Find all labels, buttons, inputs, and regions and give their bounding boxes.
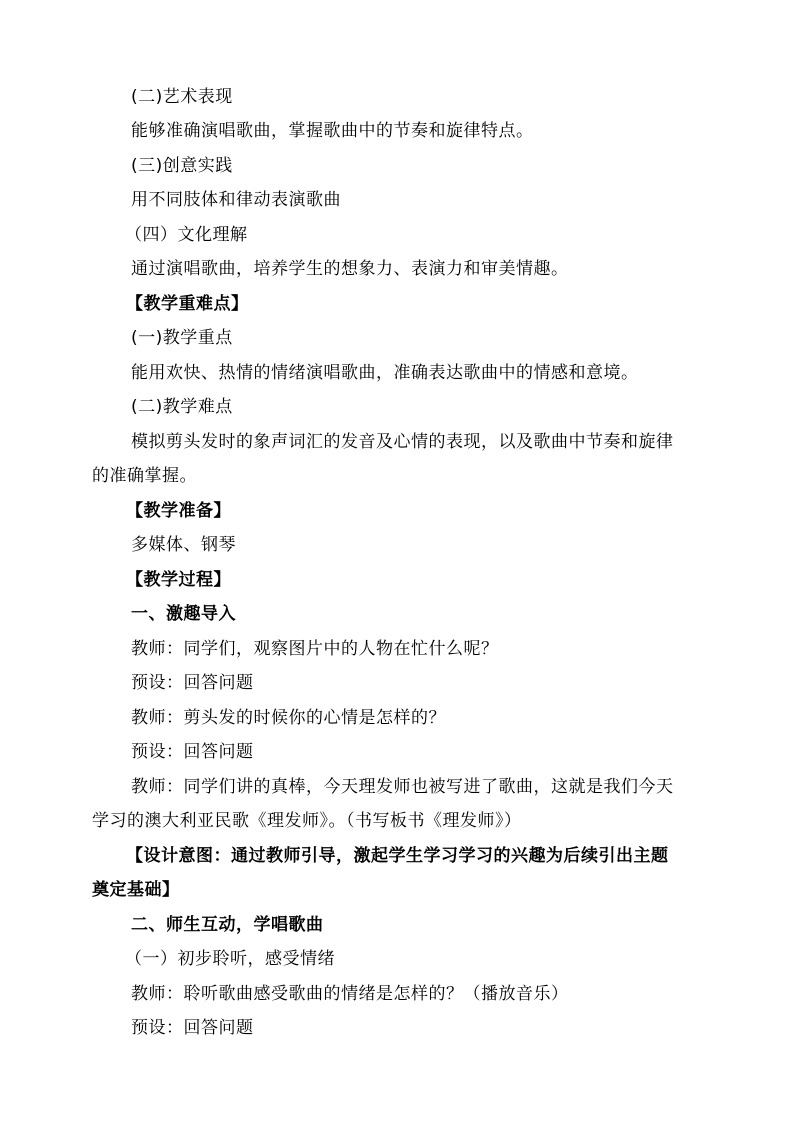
subheading-difficult-points: (二)教学难点: [131, 397, 233, 417]
subheading-creative-practice: (三)创意实践: [131, 156, 233, 176]
paragraph: 教师：同学们，观察图片中的人物在忙什么呢？: [131, 639, 499, 659]
paragraph: 教师：聆听歌曲感受歌曲的情绪是怎样的？（播放音乐）: [131, 984, 569, 1004]
paragraph: 教师：剪头发的时候你的心情是怎样的？: [131, 708, 446, 728]
paragraph: 模拟剪头发时的象声词汇的发音及心情的表现，以及歌曲中节奏和旋律: [131, 432, 674, 452]
paragraph: 能用欢快、热情的情绪演唱歌曲，准确表达歌曲中的情感和意境。: [131, 363, 639, 383]
subheading-first-listening: （一）初步聆听，感受情绪: [125, 949, 335, 969]
subheading-key-points: (一)教学重点: [131, 328, 233, 348]
section-heading-preparation: 【教学准备】: [126, 501, 231, 521]
subheading-culture-understanding: （四）文化理解: [125, 225, 248, 245]
paragraph-continuation: 学习的澳大利亚民歌《理发师》。（书写板书《理发师》）: [92, 811, 522, 831]
paragraph: 预设：回答问题: [131, 673, 254, 693]
paragraph: 教师：同学们讲的真棒，今天理发师也被写进了歌曲，这就是我们今天: [131, 777, 674, 797]
paragraph: 多媒体、钢琴: [131, 535, 236, 555]
section-heading-process: 【教学过程】: [126, 570, 231, 590]
section-heading-key-difficult-points: 【教学重难点】: [126, 294, 249, 314]
subheading-art-expression: (二)艺术表现: [131, 87, 233, 107]
design-intent-note: 【设计意图：通过教师引导，激起学生学习学习的兴趣为后续引出主题: [126, 846, 669, 866]
paragraph: 预设：回答问题: [131, 742, 254, 762]
subheading-introduction: 一、激趣导入: [131, 604, 236, 624]
paragraph: 能够准确演唱歌曲，掌握歌曲中的节奏和旋律特点。: [131, 121, 534, 141]
paragraph: 预设：回答问题: [131, 1018, 254, 1038]
paragraph: 用不同肢体和律动表演歌曲: [131, 190, 341, 210]
paragraph: 通过演唱歌曲，培养学生的想象力、表演力和审美情趣。: [131, 259, 569, 279]
design-intent-note-continuation: 奠定基础】: [92, 880, 180, 900]
paragraph-continuation: 的准确掌握。: [92, 466, 197, 486]
subheading-interaction: 二、师生互动，学唱歌曲: [131, 915, 324, 935]
